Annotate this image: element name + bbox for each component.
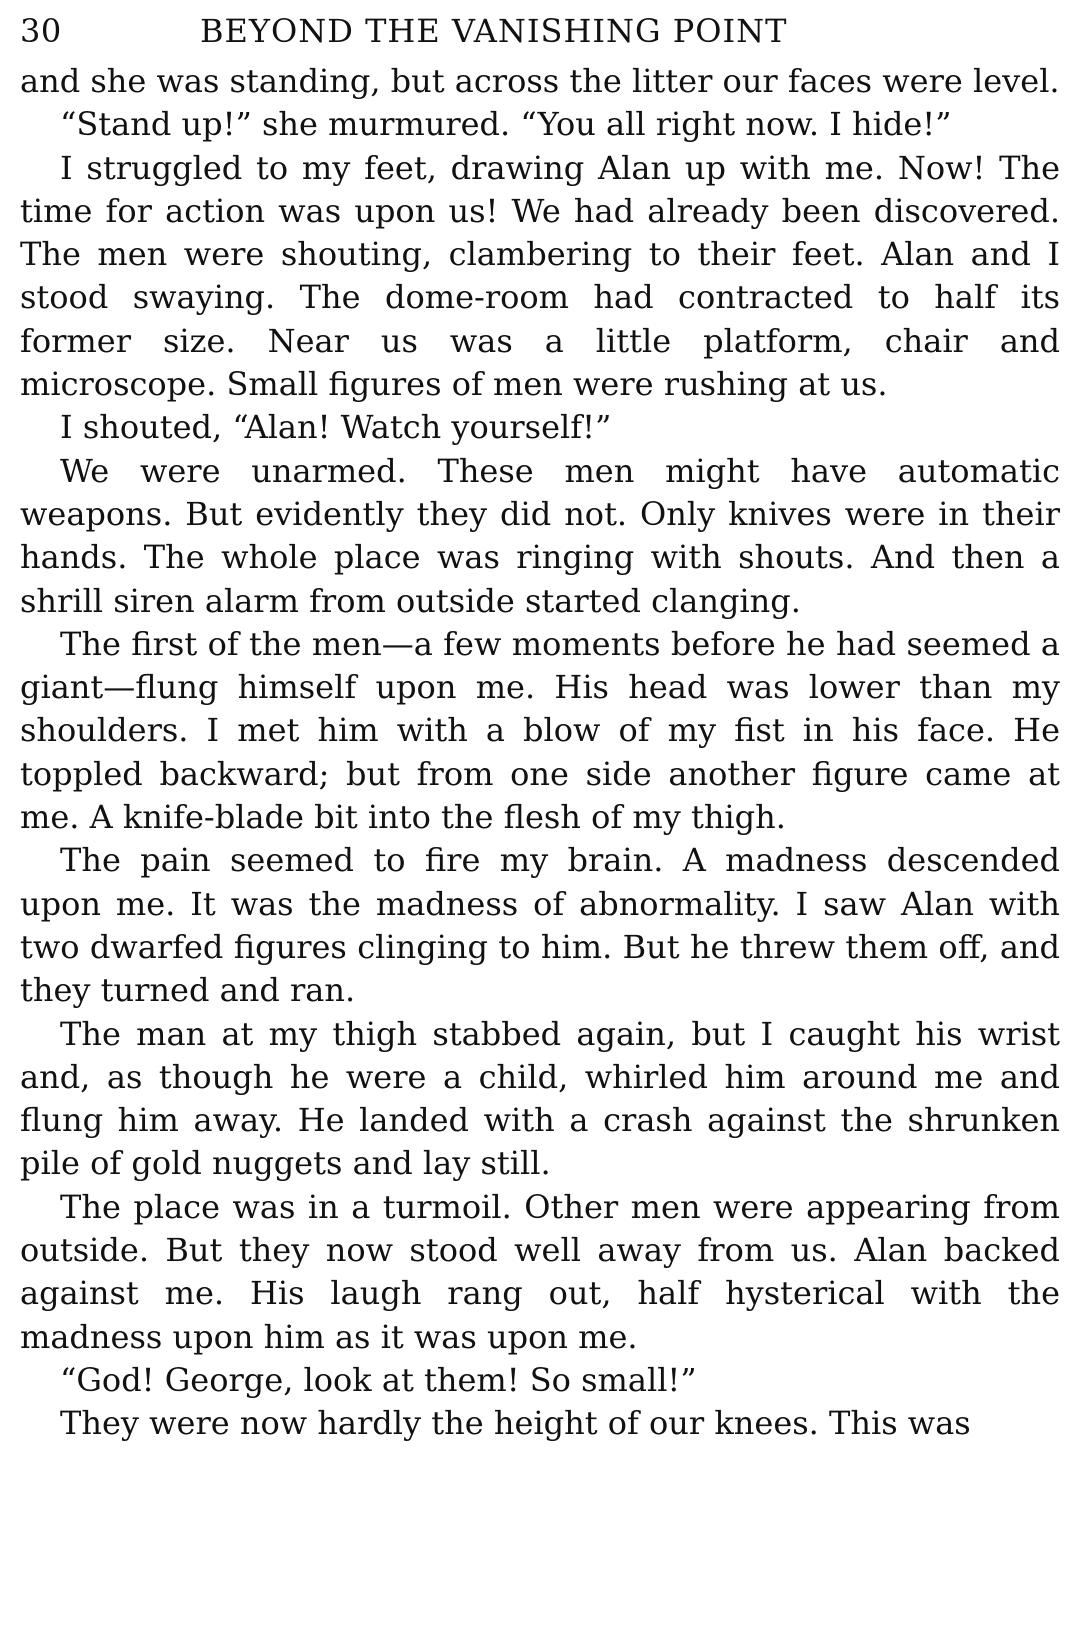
paragraph: “God! George, look at them! So small!” <box>60 1360 697 1399</box>
paragraph: The man at my thigh stabbed again, but I caught his wrist and, as though he were a child, whirled him around me and flung him away. He landed with a crash against the shrunken pile of gold nuggets and lay still. <box>20 1014 1060 1183</box>
body-text <box>20 60 1060 1446</box>
running-head <box>20 12 1060 60</box>
paragraph: I struggled to my feet, drawing Alan up with me. Now! The time for action was upon us! We had already been discovered. The men were shouting, clambering to their feet. Alan and I stood swaying. The dome-room had contracted to half its former size. Near us was a little platform, chair and microscope. Small figures of men were rushing at us. <box>20 148 1060 404</box>
book-page <box>20 12 1060 1446</box>
paragraph: I shouted, “Alan! Watch yourself!” <box>60 408 612 447</box>
paragraph: “Stand up!” she murmured. “You all right now. I hide!” <box>60 105 952 144</box>
paragraph: The place was in a turmoil. Other men were appearing from outside. But they now stood well away from us. Alan backed against me. His laugh rang out, half hysterical with the madness upon him as it was upon me. <box>20 1187 1060 1356</box>
paragraph: The first of the men—a few moments before he had seemed a giant—flung himself upon me. His head was lower than my shoulders. I met him with a blow of my fist in his face. He toppled backward; but from one side another figure came at me. A knife-blade bit into the flesh of my thigh. <box>20 624 1060 837</box>
paragraph-last: They were now hardly the height of our knees. This was <box>60 1404 971 1443</box>
running-title: BEYOND THE VANISHING POINT <box>200 12 788 50</box>
paragraph-continued: and she was standing, but across the litter our faces were level. <box>20 62 1060 100</box>
paragraph: We were unarmed. These men might have automatic weapons. But evidently they did not. Only knives were in their hands. The whole place was ringing with shouts. And then a shrill siren alarm from outside started clanging. <box>20 451 1060 620</box>
page-number: 30 <box>20 12 62 50</box>
paragraph: The pain seemed to fire my brain. A madness descended upon me. It was the madness of abnormality. I saw Alan with two dwarfed figures clinging to him. But he threw them off, and they turned and ran. <box>20 841 1060 1010</box>
